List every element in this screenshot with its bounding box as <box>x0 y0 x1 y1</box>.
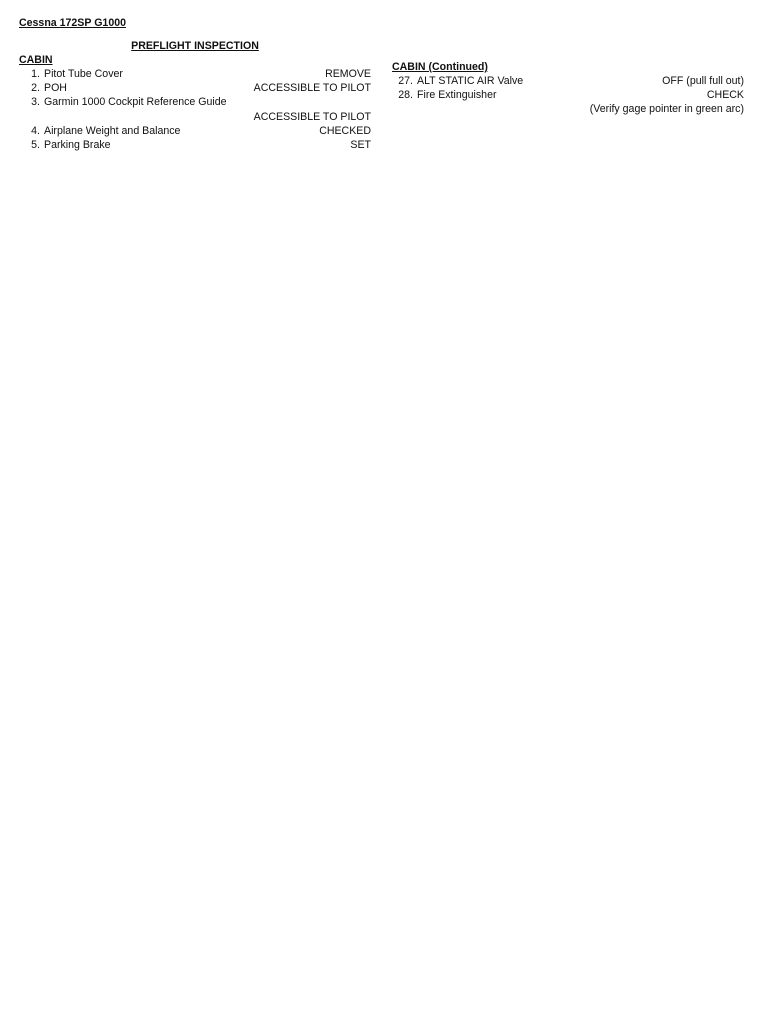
item-value: CHECKED <box>319 124 371 137</box>
right-column <box>392 60 744 116</box>
item-number: 5. <box>31 138 40 151</box>
item-value: REMOVE <box>325 68 371 81</box>
item-note: ACCESSIBLE TO PILOT <box>253 110 371 123</box>
item-number: 3. <box>31 96 40 109</box>
left-column <box>19 16 371 152</box>
item-text: ALT STATIC AIR Valve <box>417 75 524 88</box>
checklist-item <box>19 138 371 152</box>
item-text: Garmin 1000 Cockpit Reference Guide <box>44 96 227 109</box>
checklist-item <box>19 124 371 138</box>
checklist-item <box>392 74 744 88</box>
item-text: Airplane Weight and Balance <box>44 124 181 137</box>
cabin-heading: CABIN <box>19 54 53 67</box>
item-text: Pitot Tube Cover <box>44 68 123 81</box>
cabin-continued-heading: CABIN (Continued) <box>392 61 488 73</box>
item-value: SET <box>350 138 371 151</box>
item-value: OFF (pull full out) <box>662 75 744 88</box>
item-note: (Verify gage pointer in green arc) <box>589 103 744 116</box>
item-number: 27. <box>398 75 413 88</box>
checklist-item <box>19 81 371 95</box>
document-subtitle: PREFLIGHT INSPECTION <box>131 40 259 53</box>
checklist-item <box>19 67 371 81</box>
item-value: CHECK <box>706 89 744 102</box>
checklist-item <box>392 88 744 102</box>
item-number: 2. <box>31 82 40 95</box>
document-title: Cessna 172SP G1000 <box>19 17 126 29</box>
item-text: Fire Extinguisher <box>417 89 497 102</box>
item-number: 4. <box>31 124 40 137</box>
item-text: POH <box>44 82 67 95</box>
item-value <box>365 95 371 109</box>
item-value: ACCESSIBLE TO PILOT <box>253 82 371 95</box>
checklist-item <box>19 95 371 109</box>
item-text: Parking Brake <box>44 138 111 151</box>
item-number: 28. <box>398 89 413 102</box>
item-number: 1. <box>31 68 40 81</box>
